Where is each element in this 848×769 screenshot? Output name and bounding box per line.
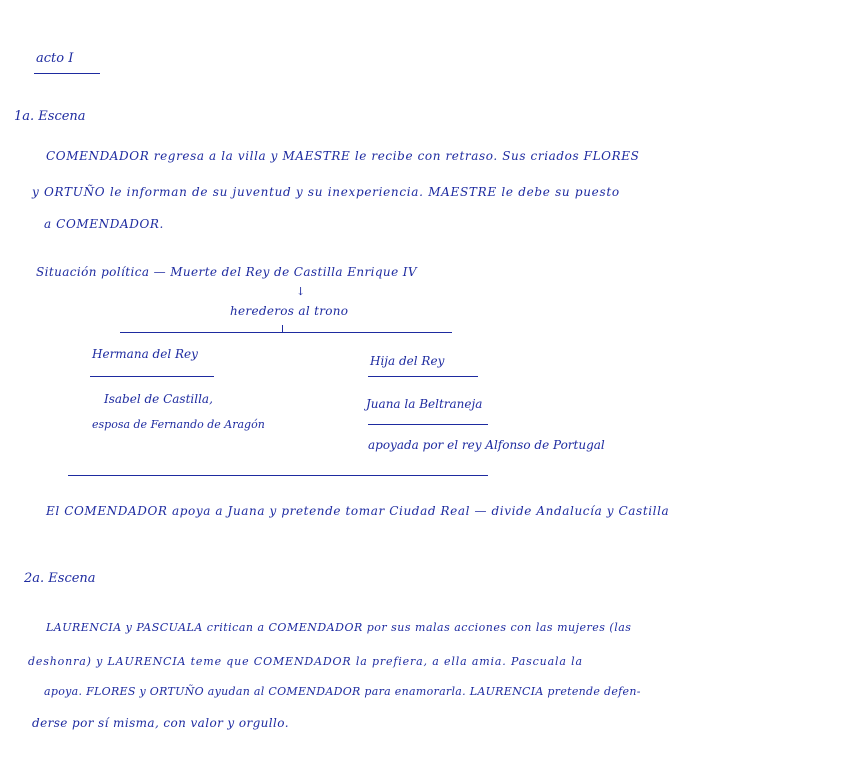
heirs-arrow: ↓ [296, 285, 306, 298]
right-branch-line: apoyada por el rey Alfonso de Portugal [368, 438, 605, 452]
right-branch-line: Juana la Beltraneja [366, 397, 483, 411]
scene-2-text-line: derse por sí misma, con valor y orgullo. [32, 716, 289, 730]
political-situation: Situación política — Muerte del Rey de Castilla Enrique IV [36, 265, 417, 279]
right-branch-heading: Hija del Rey [370, 354, 445, 368]
scene-2-title: 2a. Escena [24, 571, 96, 586]
left-branch-line: esposa de Fernando de Aragón [92, 418, 265, 431]
scene-1-text-line: y ORTUÑO le informan de su juventud y su inexperiencia. MAESTRE le debe su puesto [32, 185, 620, 199]
left-branch-underline [90, 376, 214, 377]
left-branch-heading: Hermana del Rey [92, 347, 198, 361]
scene-1-title: 1a. Escena [14, 109, 86, 124]
right-branch-underline-2 [368, 424, 488, 425]
left-branch-line: Isabel de Castilla, [104, 392, 213, 406]
heirs-split-line [120, 332, 452, 333]
scene-2-text-line: deshonra) y LAURENCIA teme que COMENDADOR la prefiera, a ella amia. Pascuala la [28, 655, 583, 668]
comendador-summary: El COMENDADOR apoya a Juana y pretende tomar Ciudad Real — divide Andalucía y Castilla [46, 504, 670, 518]
right-branch-underline [368, 376, 478, 377]
scene-1-text-line: COMENDADOR regresa a la villa y MAESTRE le recibe con retraso. Sus criados FLORES [46, 149, 640, 163]
act-title-underline [34, 73, 100, 74]
act-title: acto I [36, 51, 74, 66]
scene-2-text-line: LAURENCIA y PASCUALA critican a COMENDADOR por sus malas acciones con las mujeres (las [46, 621, 632, 634]
heirs-split-tick [282, 325, 283, 333]
scene-1-text-line: a COMENDADOR. [44, 217, 164, 231]
situation-closing-line [68, 475, 488, 476]
heirs-label: herederos al trono [230, 304, 349, 318]
scene-2-text-line: apoya. FLORES y ORTUÑO ayudan al COMENDADOR para enamorarla. LAURENCIA pretende defen- [44, 685, 641, 698]
